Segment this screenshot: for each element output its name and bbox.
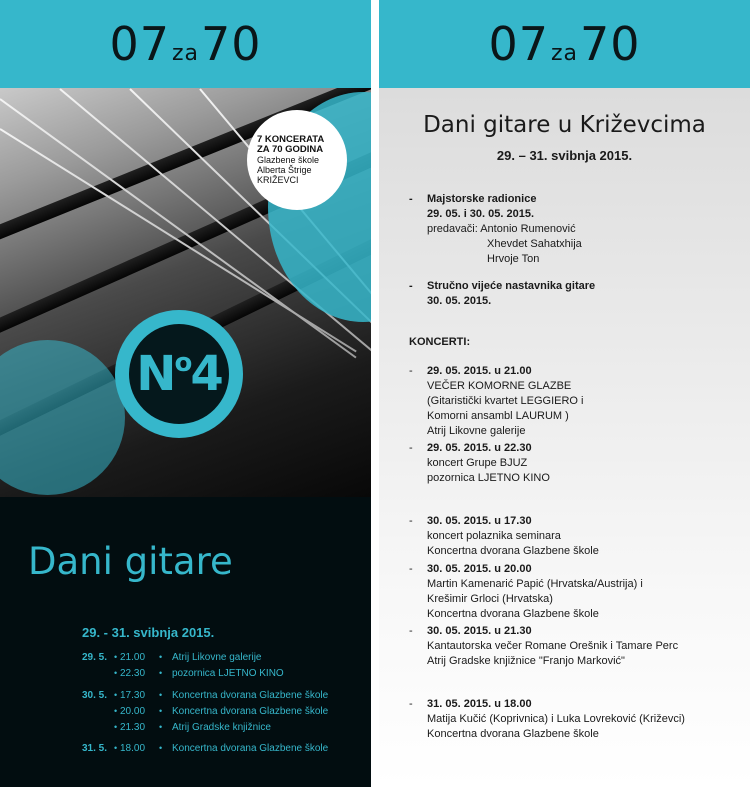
council-heading: Stručno vijeće nastavnika gitare: [427, 280, 596, 292]
schedule-row: • 20.00 • Koncertna dvorana Glazbene škole: [114, 706, 329, 717]
concert-when: 29. 05. 2015. u 21.00: [427, 365, 532, 377]
concert-line: koncert polaznika seminara: [427, 530, 561, 542]
logo-middle: za: [171, 41, 200, 66]
circle-line: KRIŽEVCI: [257, 175, 299, 185]
circle-line: Alberta Štrige: [257, 165, 312, 175]
logo-left: 07: [109, 17, 170, 71]
concert-line: Koncertna dvorana Glazbene škole: [427, 545, 599, 557]
concert-line: Komorni ansambl LAURUM ): [427, 410, 569, 422]
concert-line: VEČER KOMORNE GLAZBE: [427, 380, 572, 392]
list-dash: -: [409, 365, 413, 377]
list-dash: -: [409, 442, 413, 454]
lecturer-name: Xhevdet Sahatxhija: [487, 238, 582, 250]
concert-when: 30. 05. 2015. u 17.30: [427, 515, 532, 527]
concert-line: Atrij Likovne galerije: [427, 425, 526, 437]
concert-line: (Gitaristički kvartet LEGGIERO i: [427, 395, 584, 407]
concert-item: [409, 562, 744, 622]
schedule-row: 30. 5. • 17.30 • Koncertna dvorana Glazbene škole: [82, 690, 329, 701]
workshops-dates: 29. 05. i 30. 05. 2015.: [427, 208, 535, 220]
logo-left: 07: [488, 17, 549, 71]
concert-line: Koncertna dvorana Glazbene škole: [427, 728, 599, 740]
number-badge-inner: [129, 324, 229, 424]
circle-line: Glazbene škole: [257, 155, 320, 165]
list-dash: -: [409, 280, 413, 292]
schedule-day-31: [82, 743, 362, 759]
concert-item: [409, 624, 744, 669]
list-dash: -: [409, 515, 413, 527]
number-badge-text: $N^o4$: [136, 346, 222, 402]
right-panel: [379, 0, 750, 787]
logo-middle: za: [550, 41, 579, 66]
list-dash: -: [409, 698, 413, 710]
lecturers-row: predavači: Antonio Rumenović: [427, 223, 576, 235]
schedule-row: 29. 5. • 21.00 • Atrij Likovne galerije: [82, 652, 262, 663]
concert-line: Kantautorska večer Romane Orešnik i Tamare Perc: [427, 640, 679, 652]
circle-line: ZA 70 GODINA: [257, 144, 324, 155]
concert-line: Atrij Gradske knjižnice "Franjo Marković": [427, 655, 625, 667]
event-title: Dani gitare: [28, 540, 233, 583]
schedule-row: • 22.30 • pozornica LJETNO KINO: [114, 668, 284, 679]
concert-item: [409, 514, 744, 559]
concert-when: 30. 05. 2015. u 20.00: [427, 563, 532, 575]
concert-line: koncert Grupe BJUZ: [427, 457, 528, 469]
number-badge: [115, 310, 243, 438]
concert-item: [409, 697, 744, 742]
list-dash: -: [409, 625, 413, 637]
anniversary-circle: [247, 110, 347, 210]
concert-item: [409, 441, 744, 486]
concert-when: 29. 05. 2015. u 22.30: [427, 442, 532, 454]
list-dash: -: [409, 563, 413, 575]
page-title: Dani gitare u Križevcima: [423, 112, 706, 138]
workshops-section: [409, 192, 744, 267]
list-dash: -: [409, 193, 413, 205]
council-section: [409, 279, 744, 309]
logo: [109, 17, 262, 71]
event-dates: 29. - 31. svibnja 2015.: [82, 625, 215, 640]
header-band: [0, 0, 371, 88]
logo-right: 70: [580, 17, 641, 71]
concert-item: [409, 364, 744, 439]
concert-line: Koncertna dvorana Glazbene škole: [427, 608, 599, 620]
concert-line: pozornica LJETNO KINO: [427, 472, 550, 484]
lecturer-name: Hrvoje Ton: [487, 253, 540, 265]
concert-when: 30. 05. 2015. u 21.30: [427, 625, 532, 637]
logo: [488, 17, 641, 71]
concert-line: Matija Kučić (Koprivnica) i Luka Lovreković (Križevci): [427, 713, 685, 725]
panel-divider: [371, 0, 379, 787]
schedule-row: 31. 5. • 18.00 • Koncertna dvorana Glazbene škole: [82, 743, 329, 754]
concert-when: 31. 05. 2015. u 18.00: [427, 698, 532, 710]
concerts-heading: KONCERTI:: [409, 336, 471, 348]
schedule-day-29: [82, 652, 362, 684]
header-band: [379, 0, 750, 88]
left-panel: [0, 0, 371, 787]
logo-right: 70: [201, 17, 262, 71]
schedule-row: • 21.30 • Atrij Gradske knjižnice: [114, 722, 271, 733]
circle-line: 7 KONCERATA: [257, 134, 325, 145]
schedule-day-30: [82, 690, 362, 738]
concert-line: Martin Kamenarić Papić (Hrvatska/Austrija) i: [427, 578, 643, 590]
workshops-heading: Majstorske radionice: [427, 193, 537, 205]
page-subtitle: 29. – 31. svibnja 2015.: [496, 148, 633, 163]
concert-line: Krešimir Grloci (Hrvatska): [427, 593, 553, 605]
council-date: 30. 05. 2015.: [427, 295, 492, 307]
